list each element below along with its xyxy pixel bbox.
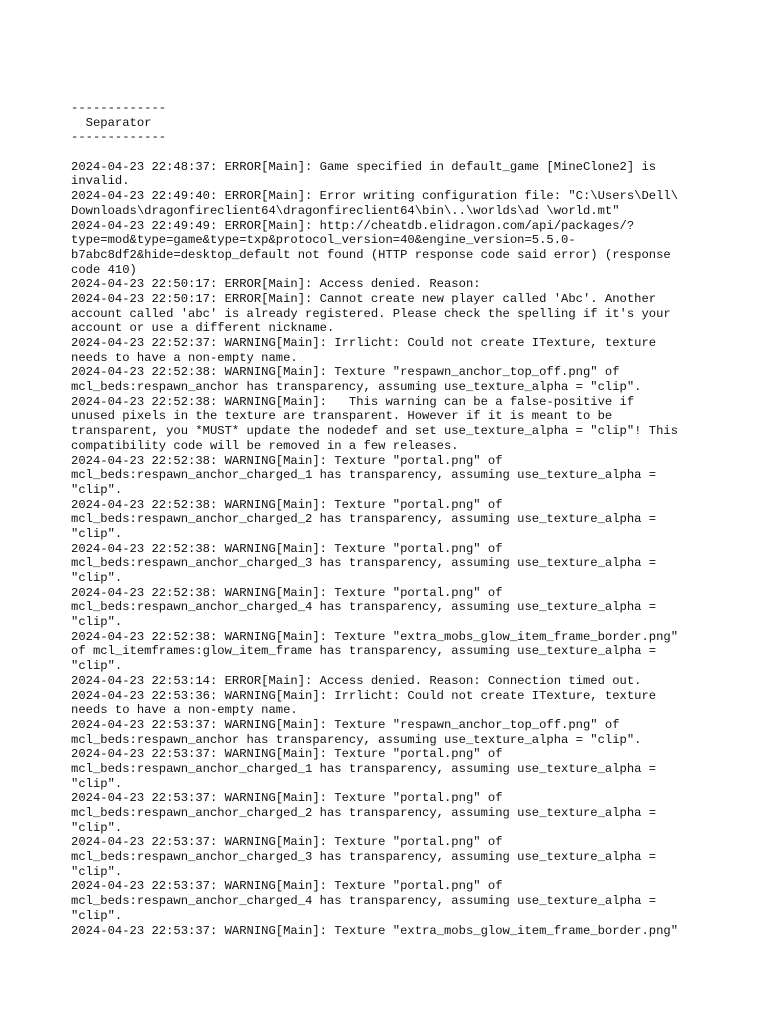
log-line: 2024-04-23 22:53:37: WARNING[Main]: Texture "portal.png" of bbox=[71, 747, 503, 762]
log-line: 2024-04-23 22:50:17: ERROR[Main]: Access denied. Reason: bbox=[71, 277, 481, 292]
log-line: Downloads\dragonfireclient64\dragonfireclient64\bin\..\worlds\ad \world.mt" bbox=[71, 203, 620, 218]
separator-rule-top: ------------- bbox=[71, 101, 167, 115]
log-line: needs to have a non-empty name. bbox=[71, 350, 298, 365]
log-line: "clip". bbox=[71, 776, 123, 791]
log-line: account or use a different nickname. bbox=[71, 321, 335, 336]
log-line: compatibility code will be removed in a few releases. bbox=[71, 438, 459, 453]
log-line: "clip". bbox=[71, 571, 123, 585]
log-line: "clip". bbox=[71, 864, 123, 879]
log-line: 2024-04-23 22:53:37: WARNING[Main]: Texture "portal.png" of bbox=[71, 835, 503, 850]
log-line: 2024-04-23 22:52:38: WARNING[Main]: Texture "portal.png" of bbox=[71, 541, 503, 556]
log-line: invalid. bbox=[71, 174, 130, 189]
log-line: needs to have a non-empty name. bbox=[71, 703, 298, 718]
log-document bbox=[71, 101, 711, 938]
blank-line bbox=[71, 145, 711, 160]
log-line: 2024-04-23 22:53:14: ERROR[Main]: Access denied. Reason: Connection timed out. bbox=[71, 673, 642, 688]
log-line: 2024-04-23 22:53:36: WARNING[Main]: Irrlicht: Could not create ITexture, texture bbox=[71, 688, 657, 703]
log-line: type=mod&type=game&type=txp&protocol_version=40&engine_version=5.5.0- bbox=[71, 233, 576, 248]
log-line: mcl_beds:respawn_anchor_charged_4 has transparency, assuming use_texture_alpha = bbox=[71, 894, 657, 909]
log-line: 2024-04-23 22:53:37: WARNING[Main]: Texture "respawn_anchor_top_off.png" of bbox=[71, 717, 620, 732]
log-line: 2024-04-23 22:52:38: WARNING[Main]: This warning can be a false-positive if bbox=[71, 394, 635, 409]
log-line: mcl_beds:respawn_anchor_charged_3 has transparency, assuming use_texture_alpha = bbox=[71, 556, 657, 571]
log-line: 2024-04-23 22:53:37: WARNING[Main]: Texture "extra_mobs_glow_item_frame_border.png" bbox=[71, 923, 679, 938]
log-line: 2024-04-23 22:52:38: WARNING[Main]: Texture "respawn_anchor_top_off.png" of bbox=[71, 365, 620, 380]
log-line: "clip". bbox=[71, 482, 123, 497]
log-line: mcl_beds:respawn_anchor_charged_1 has transparency, assuming use_texture_alpha = bbox=[71, 761, 657, 776]
log-line: 2024-04-23 22:53:37: WARNING[Main]: Texture "portal.png" of bbox=[71, 791, 503, 806]
log-line: 2024-04-23 22:49:40: ERROR[Main]: Error writing configuration file: "C:\Users\Dell\ bbox=[71, 189, 679, 204]
log-line: 2024-04-23 22:53:37: WARNING[Main]: Texture "portal.png" of bbox=[71, 879, 503, 894]
log-line: "clip". bbox=[71, 908, 123, 923]
log-line: 2024-04-23 22:49:49: ERROR[Main]: http://cheatdb.elidragon.com/api/packages/? bbox=[71, 218, 635, 233]
log-line: unused pixels in the texture are transparent. However if it is meant to be bbox=[71, 409, 613, 424]
log-line: 2024-04-23 22:52:38: WARNING[Main]: Texture "portal.png" of bbox=[71, 497, 503, 512]
log-line: 2024-04-23 22:52:38: WARNING[Main]: Texture "portal.png" of bbox=[71, 453, 503, 468]
log-line: mcl_beds:respawn_anchor_charged_3 has transparency, assuming use_texture_alpha = bbox=[71, 850, 657, 865]
log-line: mcl_beds:respawn_anchor has transparency, assuming use_texture_alpha = "clip". bbox=[71, 380, 642, 395]
log-line: b7abc8df2&hide=desktop_default not found (HTTP response code said error) (response bbox=[71, 247, 671, 262]
log-line: mcl_beds:respawn_anchor_charged_1 has transparency, assuming use_texture_alpha = bbox=[71, 468, 657, 483]
log-line: "clip". bbox=[71, 820, 123, 835]
log-line: mcl_beds:respawn_anchor_charged_4 has transparency, assuming use_texture_alpha = bbox=[71, 600, 657, 615]
separator-label: Separator bbox=[71, 115, 152, 130]
log-line: code 410) bbox=[71, 262, 137, 277]
log-line: "clip". bbox=[71, 615, 123, 630]
log-line: mcl_beds:respawn_anchor has transparency, assuming use_texture_alpha = "clip". bbox=[71, 732, 642, 747]
log-line: 2024-04-23 22:48:37: ERROR[Main]: Game specified in default_game [MineClone2] is bbox=[71, 159, 657, 174]
log-line: mcl_beds:respawn_anchor_charged_2 has transparency, assuming use_texture_alpha = bbox=[71, 806, 657, 820]
log-line: account called 'abc' is already registered. Please check the spelling if it's your bbox=[71, 306, 671, 321]
log-line: 2024-04-23 22:50:17: ERROR[Main]: Cannot create new player called 'Abc'. Another bbox=[71, 291, 657, 306]
separator-rule-bottom: ------------- bbox=[71, 130, 167, 145]
log-line: of mcl_itemframes:glow_item_frame has transparency, assuming use_texture_alpha = bbox=[71, 644, 657, 659]
log-line: "clip". bbox=[71, 526, 123, 541]
log-line: transparent, you *MUST* update the nodedef and set use_texture_alpha = "clip"! This bbox=[71, 424, 679, 439]
log-line: 2024-04-23 22:52:38: WARNING[Main]: Texture "extra_mobs_glow_item_frame_border.png" bbox=[71, 629, 679, 644]
log-body bbox=[71, 160, 711, 938]
log-line: "clip". bbox=[71, 659, 123, 674]
log-line: 2024-04-23 22:52:37: WARNING[Main]: Irrlicht: Could not create ITexture, texture bbox=[71, 336, 657, 350]
log-line: 2024-04-23 22:52:38: WARNING[Main]: Texture "portal.png" of bbox=[71, 585, 503, 600]
log-line: mcl_beds:respawn_anchor_charged_2 has transparency, assuming use_texture_alpha = bbox=[71, 512, 657, 527]
